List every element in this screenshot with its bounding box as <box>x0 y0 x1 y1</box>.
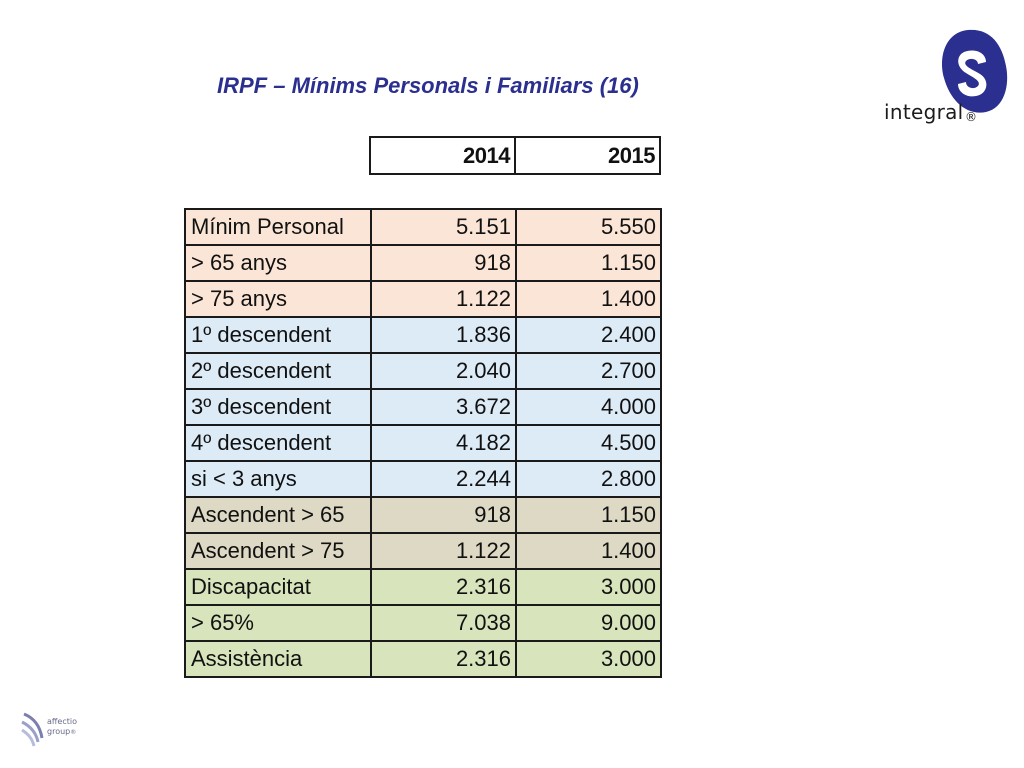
table-row <box>185 317 661 353</box>
value-2015: 2.800 <box>516 461 661 497</box>
value-2014: 918 <box>371 245 516 281</box>
row-label: Ascendent > 75 <box>185 533 371 569</box>
row-label: 2º descendent <box>185 353 371 389</box>
row-label: 4º descendent <box>185 425 371 461</box>
value-2015: 1.400 <box>516 281 661 317</box>
value-2014: 4.182 <box>371 425 516 461</box>
footer-logo-line2 <box>47 727 77 738</box>
row-label: 1º descendent <box>185 317 371 353</box>
table-row <box>185 281 661 317</box>
column-header-2015: 2015 <box>515 137 660 174</box>
value-2015: 1.400 <box>516 533 661 569</box>
table-row <box>185 569 661 605</box>
value-2014: 2.316 <box>371 569 516 605</box>
value-2015: 2.400 <box>516 317 661 353</box>
value-2014: 7.038 <box>371 605 516 641</box>
value-2015: 2.700 <box>516 353 661 389</box>
row-label: > 65% <box>185 605 371 641</box>
row-label: > 65 anys <box>185 245 371 281</box>
value-2014: 3.672 <box>371 389 516 425</box>
row-label: Discapacitat <box>185 569 371 605</box>
registered-mark: ® <box>965 110 977 124</box>
footer-logo-mark: ® <box>70 729 77 736</box>
value-2015: 5.550 <box>516 209 661 245</box>
value-2015: 3.000 <box>516 641 661 677</box>
value-2014: 1.122 <box>371 281 516 317</box>
value-2014: 5.151 <box>371 209 516 245</box>
table-row <box>185 209 661 245</box>
row-label: > 75 anys <box>185 281 371 317</box>
year-header-table <box>369 136 661 175</box>
row-label: Assistència <box>185 641 371 677</box>
table-row <box>185 461 661 497</box>
value-2014: 2.244 <box>371 461 516 497</box>
integral-logo-text: integral <box>884 100 964 124</box>
table-row <box>185 641 661 677</box>
table-row <box>185 533 661 569</box>
affectio-group-logo-text <box>47 717 77 738</box>
column-header-2014: 2014 <box>370 137 515 174</box>
footer-logo-line2-text: group <box>47 727 71 736</box>
table-row <box>185 245 661 281</box>
table-row <box>185 353 661 389</box>
table-row <box>185 497 661 533</box>
footer-logo-line1: affectio <box>47 717 77 726</box>
row-label: Mínim Personal <box>185 209 371 245</box>
slide-title: IRPF – Mínims Personals i Familiars (16) <box>217 73 639 98</box>
value-2014: 2.040 <box>371 353 516 389</box>
row-label: 3º descendent <box>185 389 371 425</box>
row-label: si < 3 anys <box>185 461 371 497</box>
value-2014: 1.836 <box>371 317 516 353</box>
table-row <box>185 425 661 461</box>
value-2015: 3.000 <box>516 569 661 605</box>
value-2015: 1.150 <box>516 245 661 281</box>
value-2014: 918 <box>371 497 516 533</box>
value-2014: 1.122 <box>371 533 516 569</box>
table-row <box>185 605 661 641</box>
value-2015: 9.000 <box>516 605 661 641</box>
table-row <box>185 389 661 425</box>
value-2015: 4.000 <box>516 389 661 425</box>
minims-table <box>184 208 662 678</box>
value-2014: 2.316 <box>371 641 516 677</box>
value-2015: 1.150 <box>516 497 661 533</box>
value-2015: 4.500 <box>516 425 661 461</box>
row-label: Ascendent > 65 <box>185 497 371 533</box>
